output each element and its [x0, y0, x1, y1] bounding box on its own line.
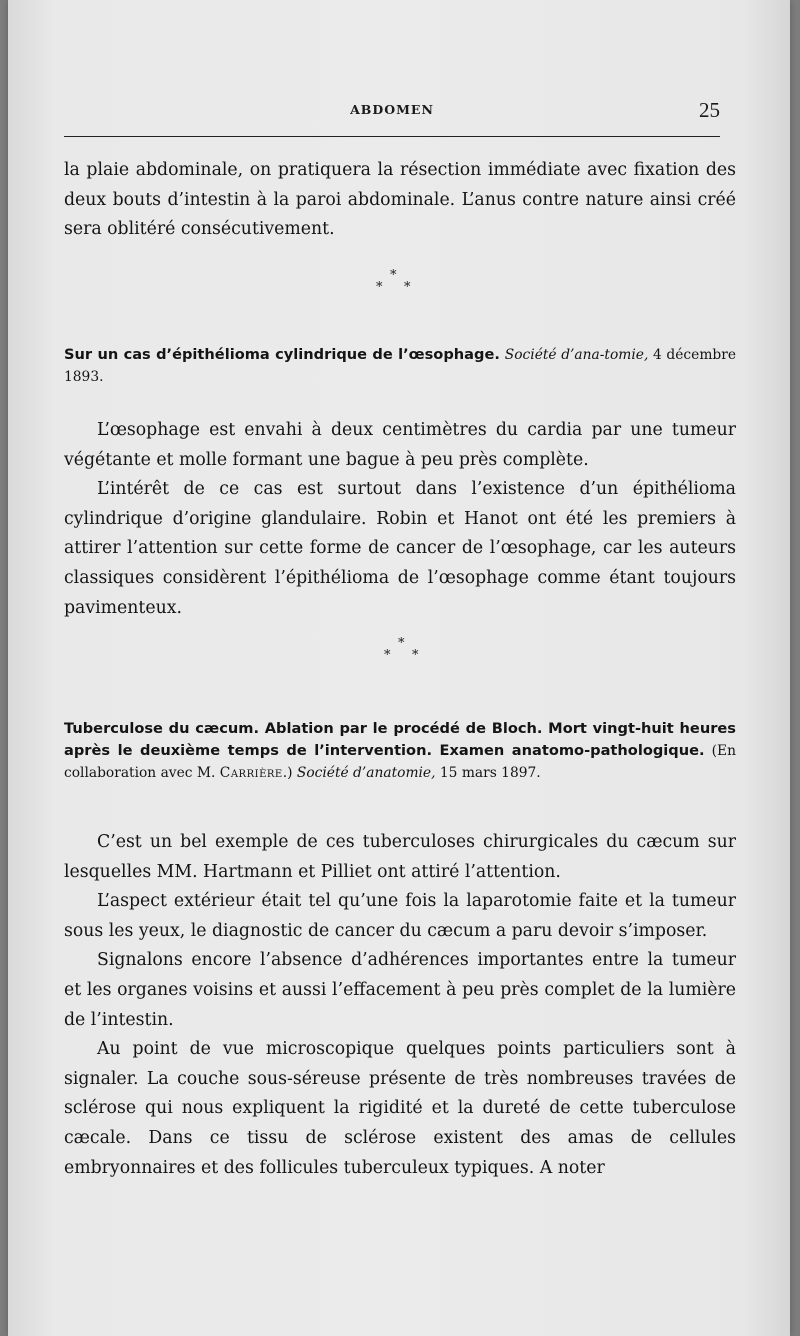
article1-paragraph-1: L’œsophage est envahi à deux centimètres du cardia par une tumeur végétante et molle formant une bague à peu près complète. [64, 420, 736, 470]
asterism-star: * [412, 648, 419, 663]
article2-paragraph-3: Signalons encore l’absence d’adhérences importantes entre la tumeur et les organes voisins et aussi l’effacement à peu près complet de la lumière de l’intestin. [64, 950, 736, 1030]
asterism-star: * [384, 648, 391, 663]
article1-body [64, 416, 736, 623]
article2-collab-prefix: (En collaboration avec M. [64, 743, 736, 781]
asterism-star: * [404, 280, 411, 295]
article1-date: 4 décembre 1893. [64, 347, 736, 385]
article2-collab-name: Carrière [219, 765, 283, 781]
article2-paragraph-4: Au point de vue microscopique quelques points particuliers sont à signaler. La couche sous-séreuse présente de très nombreuses travées de sclérose qui nous expliquent la rigidité et la dureté de cette tuberculose cæcale. Dans ce tissu de sclérose existent des amas de cellules embryonnaires et des follicules tuberculeux typiques. A noter [64, 1039, 736, 1178]
intro-text [64, 156, 736, 245]
header-rule [64, 136, 720, 137]
asterism-2 [376, 636, 456, 672]
article1-journal: Société d’ana-tomie, [504, 347, 649, 363]
article2-date: 15 mars 1897. [439, 765, 541, 781]
asterism-star: * [398, 636, 405, 651]
article2-journal: Société d’anatomie, [296, 765, 436, 781]
article1-heading [64, 344, 736, 388]
article2-body [64, 828, 736, 1183]
article1-title: Sur un cas d’épithélioma cylindrique de l’œsophage. [64, 346, 500, 363]
document-page [8, 0, 790, 1336]
page-number: 25 [699, 98, 720, 122]
article2-collab-suffix: .) [282, 765, 293, 781]
article2-paragraph-2: L’aspect extérieur était tel qu’une fois la laparotomie faite et la tumeur sous les yeux, le diagnostic de cancer du cæcum a paru devoir s’imposer. [64, 891, 736, 941]
article2-title: Tuberculose du cæcum. Ablation par le procédé de Bloch. Mort vingt-huit heures après le deuxième temps de l’intervention. Examen anatomo-pathologique. [64, 720, 736, 759]
article2-heading [64, 718, 736, 784]
asterism-star: * [376, 280, 383, 295]
article2-paragraph-1: C’est un bel exemple de ces tuberculoses chirurgicales du cæcum sur lesquelles MM. Hartmann et Pilliet ont attiré l’attention. [64, 832, 736, 882]
asterism-star: * [390, 268, 397, 283]
intro-paragraph: la plaie abdominale, on pratiquera la résection immédiate avec fixation des deux bouts d’intestin à la paroi abdominale. L’anus contre nature ainsi créé sera oblitéré consécutivement. [64, 160, 736, 240]
article1-paragraph-2: L’intérêt de ce cas est surtout dans l’existence d’un épithélioma cylindrique d’origine glandulaire. Robin et Hanot ont été les premiers à attirer l’attention sur cette forme de cancer de l’œsophage, car les auteurs classiques considèrent l’épithélioma de l’œsophage comme étant toujours pavimenteux. [64, 479, 736, 618]
running-head: ABDOMEN [350, 102, 434, 117]
asterism-1 [368, 268, 448, 304]
page-header [64, 98, 720, 124]
